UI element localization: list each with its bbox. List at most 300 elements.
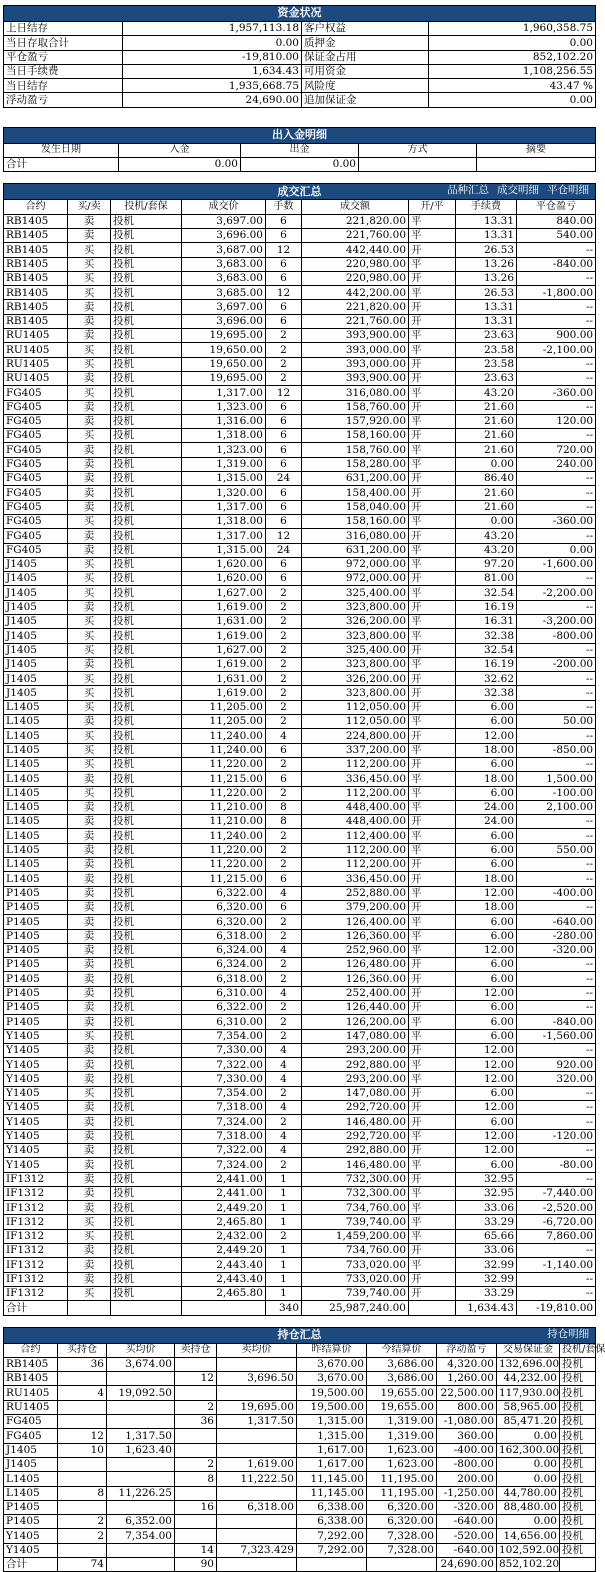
total-cell: 340 [266, 1301, 302, 1315]
position-cell: 2 [175, 1457, 217, 1471]
trade-cell: 平 [409, 514, 456, 528]
trade-cell: 2 [266, 700, 302, 714]
position-cell: 1,623.00 [367, 1443, 437, 1457]
trade-row [4, 1029, 596, 1043]
trade-cell: -280.00 [517, 929, 596, 943]
trade-cell: 448,400.00 [302, 815, 409, 829]
position-cell: 0.00 [497, 1457, 560, 1471]
trade-cell: FG405 [4, 486, 68, 500]
position-cell [217, 1515, 297, 1529]
trade-row [4, 1244, 596, 1258]
trade-cell: 卖 [68, 1129, 111, 1143]
trade-cell: -- [517, 872, 596, 886]
trade-cell: 卖 [68, 1258, 111, 1272]
trade-cell: 32.38 [456, 686, 517, 700]
trade-cell: 卖 [68, 943, 111, 957]
trade-cell: 4 [266, 729, 302, 743]
column-header: 合约 [4, 200, 68, 214]
trade-cell: -- [517, 858, 596, 872]
position-cell: 44,232.00 [497, 1372, 560, 1386]
trade-cell: 631,200.00 [302, 543, 409, 557]
trade-cell: 24.00 [456, 800, 517, 814]
statement [0, 5, 605, 1572]
trade-cell: 221,820.00 [302, 214, 409, 228]
position-cell: 19,655.00 [367, 1386, 437, 1400]
trade-cell: 买 [68, 643, 111, 657]
trade-cell: 6.00 [456, 1115, 517, 1129]
position-cell: 88,480.00 [497, 1500, 560, 1514]
trade-cell: 379,200.00 [302, 900, 409, 914]
trade-cell: 投机 [111, 1029, 182, 1043]
trade-cell: J1405 [4, 614, 68, 628]
trade-cell: 投机 [111, 572, 182, 586]
trade-cell: 972,000.00 [302, 572, 409, 586]
trade-cell: 卖 [68, 929, 111, 943]
trade-cell: 1 [266, 1172, 302, 1186]
trade-cell: 投机 [111, 1086, 182, 1100]
trade-cell: 50.00 [517, 715, 596, 729]
position-cell [217, 1529, 297, 1543]
position-cell: 8 [58, 1486, 107, 1500]
trade-cell: 投机 [111, 443, 182, 457]
trade-cell: 开 [409, 1086, 456, 1100]
trade-cell: 平 [409, 1258, 456, 1272]
position-cell [107, 1415, 175, 1429]
trade-cell: 买 [68, 1286, 111, 1300]
total-cell [359, 158, 477, 172]
trade-row [4, 371, 596, 385]
column-header: 卖均价 [217, 1343, 297, 1357]
trade-cell: 158,400.00 [302, 486, 409, 500]
trade-cell: Y1405 [4, 1086, 68, 1100]
trade-cell: 卖 [68, 1143, 111, 1157]
trade-cell: 6,310.00 [182, 986, 266, 1000]
trade-cell: 投机 [111, 300, 182, 314]
position-cell [175, 1529, 217, 1543]
trade-cell: 投机 [111, 1072, 182, 1086]
position-cell: 11,195.00 [367, 1472, 437, 1486]
capital-value: 1,634.43 [123, 64, 302, 78]
position-cell [58, 1500, 107, 1514]
trade-cell: 平 [409, 772, 456, 786]
trade-cell: P1405 [4, 958, 68, 972]
trade-cell: 投机 [111, 557, 182, 571]
trade-cell: 投机 [111, 757, 182, 771]
position-cell: 1,260.00 [437, 1372, 497, 1386]
trade-cell: 224,800.00 [302, 729, 409, 743]
trade-cell: 卖 [68, 858, 111, 872]
trade-cell: 2 [266, 1086, 302, 1100]
trade-cell: 买 [68, 1229, 111, 1243]
trade-cell: 19,650.00 [182, 343, 266, 357]
trade-cell: 1 [266, 1258, 302, 1272]
trade-cell: 2,465.80 [182, 1215, 266, 1229]
trade-cell: 733,020.00 [302, 1272, 409, 1286]
trade-cell: 投机 [111, 1229, 182, 1243]
trade-cell: 买 [68, 729, 111, 743]
trade-cell: 3,696.00 [182, 314, 266, 328]
trade-cell: 2 [266, 614, 302, 628]
position-cell: 800.00 [437, 1400, 497, 1414]
trade-cell: 开 [409, 357, 456, 371]
trade-cell: 12.00 [456, 1072, 517, 1086]
inout-total-row [4, 158, 596, 172]
trade-cell: -- [517, 672, 596, 686]
trade-cell: 6.00 [456, 972, 517, 986]
trade-cell: 投机 [111, 900, 182, 914]
trade-cell: 325,400.00 [302, 643, 409, 657]
trade-cell: J1405 [4, 657, 68, 671]
trade-cell: 4 [266, 943, 302, 957]
trade-cell: 146,480.00 [302, 1115, 409, 1129]
trade-cell: 23.63 [456, 371, 517, 385]
trade-cell: L1405 [4, 729, 68, 743]
capital-value: 43.47 % [429, 79, 596, 93]
trade-cell: 739,740.00 [302, 1286, 409, 1300]
trade-cell: 投机 [111, 1201, 182, 1215]
trade-cell: 卖 [68, 500, 111, 514]
trade-cell: P1405 [4, 972, 68, 986]
trade-cell: -- [517, 429, 596, 443]
position-row [4, 1472, 596, 1486]
trade-cell: 33.29 [456, 1215, 517, 1229]
trade-row [4, 1001, 596, 1015]
trade-cell: 投机 [111, 271, 182, 285]
trade-cell: -320.00 [517, 943, 596, 957]
trade-cell: FG405 [4, 472, 68, 486]
trade-cell: 1,500.00 [517, 772, 596, 786]
trade-cell: J1405 [4, 686, 68, 700]
trade-cell: 6.00 [456, 929, 517, 943]
trade-cell: -- [517, 700, 596, 714]
trade-cell: 买 [68, 1086, 111, 1100]
trade-cell: 2,465.80 [182, 1286, 266, 1300]
column-header: 摘要 [477, 143, 596, 157]
trade-cell: 8 [266, 800, 302, 814]
trade-cell: 卖 [68, 800, 111, 814]
trade-cell: RB1405 [4, 271, 68, 285]
trade-cell: -360.00 [517, 386, 596, 400]
position-cell: 7,323.429 [217, 1543, 297, 1557]
column-header: 成交额 [302, 200, 409, 214]
trade-cell: 12 [266, 529, 302, 543]
trade-cell: -- [517, 529, 596, 543]
trade-cell: L1405 [4, 786, 68, 800]
capital-value: 0.00 [429, 36, 596, 50]
trade-cell: 投机 [111, 858, 182, 872]
total-cell [68, 1301, 111, 1315]
trade-cell: 442,200.00 [302, 286, 409, 300]
trade-cell: 26.53 [456, 243, 517, 257]
position-cell: 58,965.00 [497, 1400, 560, 1414]
trade-cell: 23.58 [456, 343, 517, 357]
trade-cell: 平 [409, 1186, 456, 1200]
position-row [4, 1457, 596, 1471]
positions-title: 持仓汇总 [277, 1327, 322, 1341]
trade-cell: 6.00 [456, 958, 517, 972]
position-cell: 投机 [560, 1357, 596, 1371]
trade-row [4, 643, 596, 657]
trade-cell: 卖 [68, 1015, 111, 1029]
trade-cell: J1405 [4, 586, 68, 600]
trade-cell: 开 [409, 972, 456, 986]
position-cell [107, 1457, 175, 1471]
trade-cell: 开 [409, 600, 456, 614]
position-cell: P1405 [4, 1500, 58, 1514]
capital-label: 平仓盈亏 [4, 50, 123, 64]
position-detail-link[interactable]: 持仓明细 [547, 1327, 590, 1340]
position-cell: 投机 [560, 1472, 596, 1486]
trade-cell: 6,318.00 [182, 972, 266, 986]
column-header: 浮动盈亏 [437, 1343, 497, 1357]
trade-cell: 1,620.00 [182, 572, 266, 586]
trade-cell: -- [517, 357, 596, 371]
trade-row [4, 700, 596, 714]
trade-cell: 开 [409, 1001, 456, 1015]
trade-cell: 卖 [68, 214, 111, 228]
trade-row [4, 715, 596, 729]
position-cell: 19,092.50 [107, 1386, 175, 1400]
trade-cell: 平 [409, 257, 456, 271]
trade-cell: 11,215.00 [182, 772, 266, 786]
position-cell: 投机 [560, 1543, 596, 1557]
trade-cell: Y1405 [4, 1029, 68, 1043]
capital-label: 浮动盈亏 [4, 93, 123, 107]
trade-row [4, 972, 596, 986]
trade-cell: 2 [266, 786, 302, 800]
trade-cell: 开 [409, 1043, 456, 1057]
trade-cell: 卖 [68, 400, 111, 414]
trade-cell: -- [517, 486, 596, 500]
trade-row [4, 514, 596, 528]
trade-cell: J1405 [4, 629, 68, 643]
trade-cell: -- [517, 1043, 596, 1057]
trade-cell: 252,880.00 [302, 886, 409, 900]
trade-cell: 平 [409, 929, 456, 943]
trade-cell: -6,720.00 [517, 1215, 596, 1229]
trade-cell: 4 [266, 1129, 302, 1143]
trade-cell: -- [517, 1001, 596, 1015]
trade-row [4, 400, 596, 414]
trade-cell: 投机 [111, 700, 182, 714]
trade-row [4, 343, 596, 357]
trade-cell: 126,480.00 [302, 958, 409, 972]
trade-row [4, 915, 596, 929]
trade-cell: 18.00 [456, 900, 517, 914]
trade-row [4, 1101, 596, 1115]
trade-cell: 2,449.20 [182, 1244, 266, 1258]
trade-cell: -- [517, 829, 596, 843]
trade-cell: IF1312 [4, 1244, 68, 1258]
trade-cell: 12.00 [456, 729, 517, 743]
position-cell [58, 1415, 107, 1429]
trade-cell: 252,960.00 [302, 943, 409, 957]
trade-cell: IF1312 [4, 1229, 68, 1243]
position-cell: 3,686.00 [367, 1372, 437, 1386]
trade-cell: 投机 [111, 958, 182, 972]
trades-link-0[interactable]: 品种汇总 [447, 184, 490, 197]
trade-cell: 投机 [111, 214, 182, 228]
trade-cell: 7,354.00 [182, 1086, 266, 1100]
trade-cell: 6.00 [456, 843, 517, 857]
trade-cell: 平 [409, 443, 456, 457]
position-cell [107, 1543, 175, 1557]
trade-cell: 13.26 [456, 271, 517, 285]
trade-cell: 6,322.00 [182, 1001, 266, 1015]
trade-cell: 卖 [68, 371, 111, 385]
position-cell: 投机 [560, 1372, 596, 1386]
column-header: 手续费 [456, 200, 517, 214]
trade-cell: 买 [68, 1029, 111, 1043]
trade-cell: 12.00 [456, 1129, 517, 1143]
trade-cell: 33.06 [456, 1201, 517, 1215]
position-cell: 12 [175, 1372, 217, 1386]
trade-cell: -640.00 [517, 915, 596, 929]
trade-cell: 6.00 [456, 1086, 517, 1100]
trade-cell: L1405 [4, 843, 68, 857]
trade-row [4, 257, 596, 271]
trade-cell: 26.53 [456, 286, 517, 300]
position-cell: 4 [58, 1386, 107, 1400]
trade-cell: 买 [68, 357, 111, 371]
total-cell [297, 1557, 367, 1571]
total-cell: 1,634.43 [456, 1301, 517, 1315]
trade-row [4, 929, 596, 943]
trade-cell: 卖 [68, 900, 111, 914]
trade-cell: IF1312 [4, 1272, 68, 1286]
trade-cell: 972,000.00 [302, 557, 409, 571]
trade-cell: 221,760.00 [302, 314, 409, 328]
trade-cell: RU1405 [4, 357, 68, 371]
trade-cell: L1405 [4, 757, 68, 771]
position-cell: 14 [175, 1543, 217, 1557]
total-cell [409, 1301, 456, 1315]
trade-cell: -- [517, 371, 596, 385]
trade-cell: -200.00 [517, 657, 596, 671]
capital-value: 852,102.20 [429, 50, 596, 64]
trade-cell: -850.00 [517, 743, 596, 757]
column-header: 买持仓 [58, 1343, 107, 1357]
trade-cell: 1,317.00 [182, 500, 266, 514]
capital-label: 可用资金 [302, 64, 429, 78]
trade-cell: -- [517, 271, 596, 285]
trade-cell: 1,323.00 [182, 400, 266, 414]
position-cell [217, 1443, 297, 1457]
trade-cell: 21.60 [456, 486, 517, 500]
trade-cell: 112,200.00 [302, 786, 409, 800]
position-cell [175, 1357, 217, 1371]
trade-cell: -100.00 [517, 786, 596, 800]
trades-link-2[interactable]: 平仓明细 [547, 184, 590, 197]
trade-cell: 24 [266, 543, 302, 557]
trade-cell: -- [517, 400, 596, 414]
trade-cell: 卖 [68, 1115, 111, 1129]
trade-cell: P1405 [4, 1015, 68, 1029]
trade-cell: 平 [409, 1058, 456, 1072]
column-header: 出金 [241, 143, 359, 157]
trade-row [4, 757, 596, 771]
trade-cell: -- [517, 1086, 596, 1100]
trade-cell: 投机 [111, 943, 182, 957]
trade-cell: FG405 [4, 429, 68, 443]
trade-cell: 卖 [68, 815, 111, 829]
trade-cell: RU1405 [4, 329, 68, 343]
trade-cell: 3,687.00 [182, 243, 266, 257]
total-cell [477, 158, 596, 172]
trades-link-1[interactable]: 成交明细 [497, 184, 540, 197]
position-cell [58, 1543, 107, 1557]
trade-cell: 21.60 [456, 400, 517, 414]
trade-row [4, 986, 596, 1000]
trade-cell: L1405 [4, 800, 68, 814]
trade-cell: 1 [266, 1215, 302, 1229]
trade-cell: 2 [266, 1001, 302, 1015]
position-cell: 6,318.00 [217, 1500, 297, 1514]
position-cell: 3,686.00 [367, 1357, 437, 1371]
trade-cell: 平 [409, 915, 456, 929]
trade-cell: 投机 [111, 657, 182, 671]
total-cell: 24,690.00 [437, 1557, 497, 1571]
trade-cell: 开 [409, 400, 456, 414]
position-cell: 7,328.00 [367, 1543, 437, 1557]
trade-cell: 开 [409, 300, 456, 314]
position-cell: P1405 [4, 1515, 58, 1529]
position-cell: 14,656.00 [497, 1529, 560, 1543]
trade-cell: 112,050.00 [302, 715, 409, 729]
trade-cell: 投机 [111, 972, 182, 986]
trade-cell: 平 [409, 457, 456, 471]
trade-cell: J1405 [4, 600, 68, 614]
trade-cell: 卖 [68, 300, 111, 314]
trade-cell: 732,300.00 [302, 1186, 409, 1200]
position-cell: 3,674.00 [107, 1357, 175, 1371]
trade-cell: 开 [409, 243, 456, 257]
trade-cell: P1405 [4, 900, 68, 914]
trade-cell: 12 [266, 243, 302, 257]
trade-cell: 投机 [111, 886, 182, 900]
trade-cell: FG405 [4, 500, 68, 514]
trade-cell: -- [517, 1143, 596, 1157]
trade-cell: P1405 [4, 1001, 68, 1015]
trade-cell: 6 [266, 557, 302, 571]
trade-cell: 投机 [111, 228, 182, 242]
trade-cell: 112,200.00 [302, 757, 409, 771]
trade-cell: 158,280.00 [302, 457, 409, 471]
total-cell: 90 [175, 1557, 217, 1571]
position-cell: 2 [58, 1529, 107, 1543]
trade-cell: IF1312 [4, 1201, 68, 1215]
trade-cell: 投机 [111, 986, 182, 1000]
trade-cell: 平 [409, 386, 456, 400]
trade-cell: -- [517, 757, 596, 771]
trade-cell: 4 [266, 1043, 302, 1057]
positions-table [3, 1327, 605, 1572]
trade-cell: 投机 [111, 586, 182, 600]
trade-cell: -- [517, 686, 596, 700]
position-cell: -640.00 [437, 1543, 497, 1557]
trade-cell: 32.54 [456, 586, 517, 600]
trade-row [4, 958, 596, 972]
trade-cell: 投机 [111, 600, 182, 614]
total-cell: 74 [58, 1557, 107, 1571]
total-cell: 852,102.20 [497, 1557, 560, 1571]
trade-cell: 126,400.00 [302, 915, 409, 929]
trade-cell: -- [517, 972, 596, 986]
trade-cell: FG405 [4, 514, 68, 528]
trade-cell: 2 [266, 1015, 302, 1029]
trade-cell: 买 [68, 586, 111, 600]
trade-cell: FG405 [4, 400, 68, 414]
